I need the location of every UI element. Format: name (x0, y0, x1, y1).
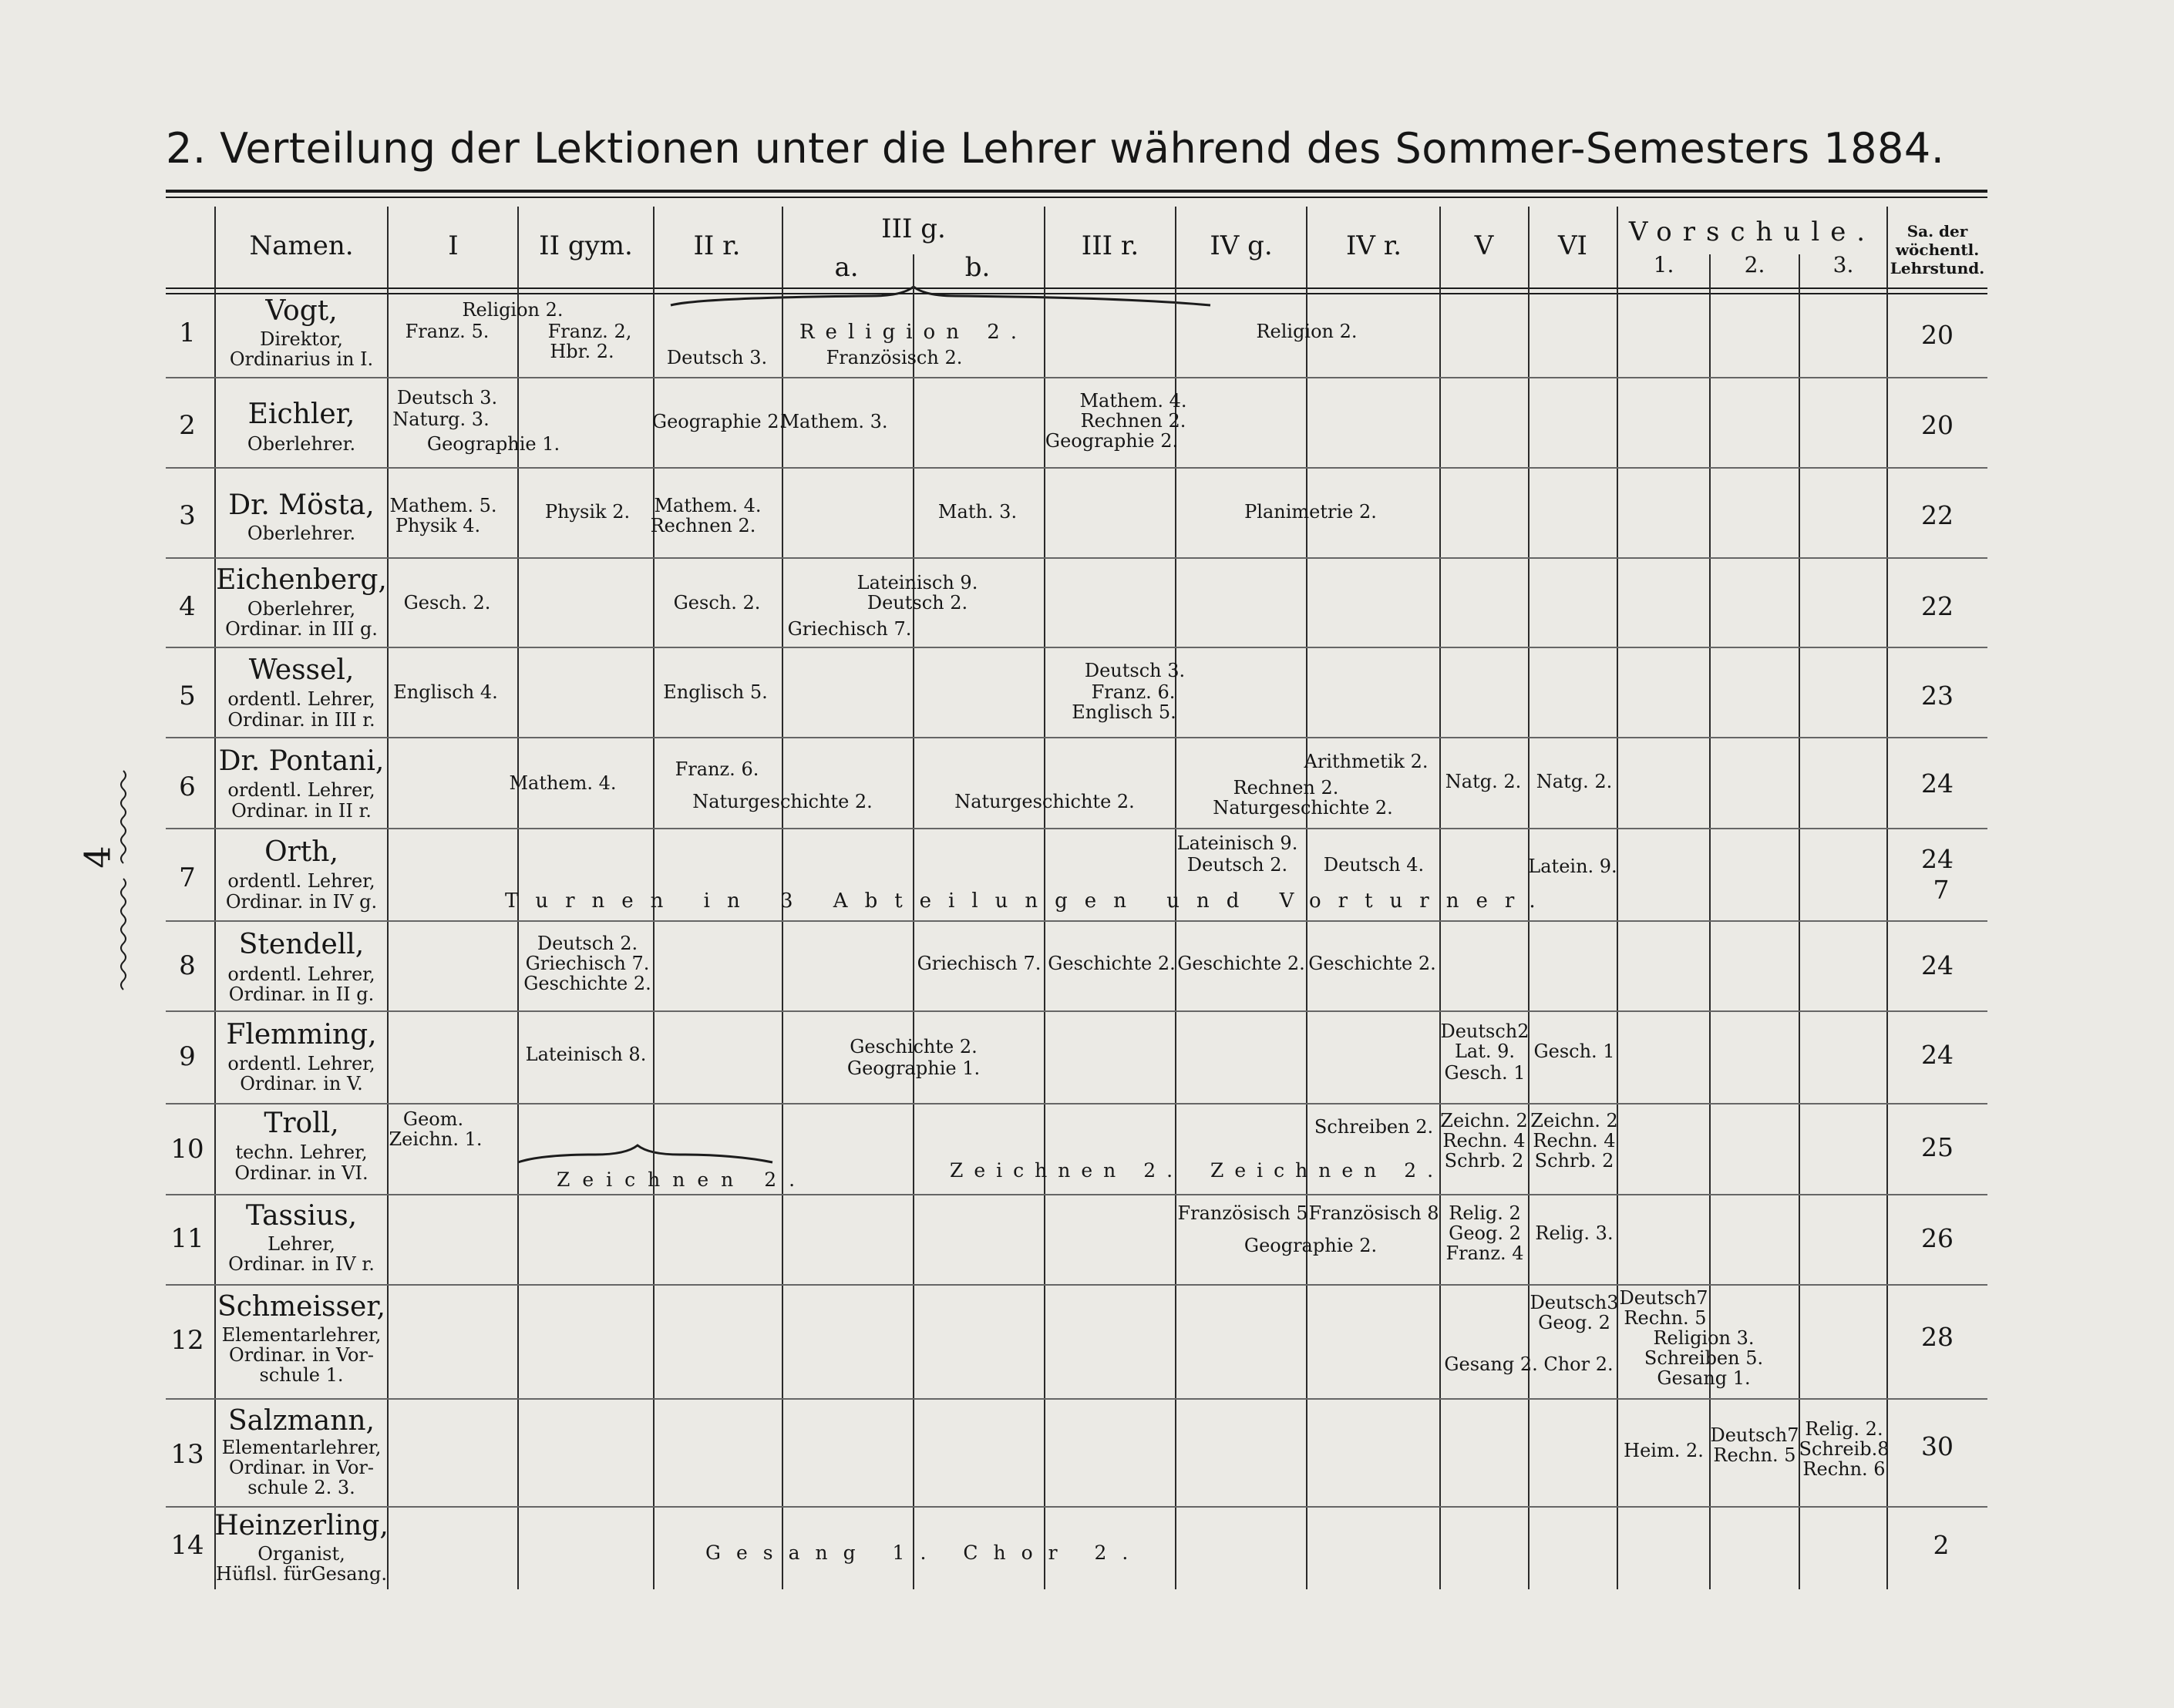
teacher-name: Salzmann, (227, 1405, 375, 1437)
lesson-cell: Lateinisch 8. (525, 1044, 647, 1065)
teacher-title: Direktor, (260, 328, 343, 350)
lesson-cell: Lateinisch 9. (856, 572, 978, 593)
lesson-cell: Französisch 8 (1308, 1202, 1439, 1224)
lesson-cell: Physik 2. (544, 501, 631, 523)
lesson-cell: Geschichte 2. (850, 1036, 978, 1057)
row-total-extra: 7 (1933, 875, 1950, 905)
lesson-cell: Deutsch2 (1440, 1020, 1530, 1042)
lesson-span: Geographie 2. (1243, 1235, 1378, 1256)
teacher-name: Dr. Mösta, (228, 489, 375, 521)
lesson-span: Naturgeschichte 2. (692, 791, 873, 812)
teacher-title: Elementarlehrer, (221, 1437, 382, 1458)
lesson-cell: Geographie 2. (1045, 430, 1179, 452)
lesson-span: Zeichnen 2. (1210, 1159, 1445, 1182)
page-title: 2. Verteilung der Lektionen unter die Lehrer während des Sommer-Semesters 1884. (166, 124, 1945, 173)
lesson-span: Zeichnen 2. (950, 1159, 1184, 1182)
row-number: 8 (179, 950, 196, 981)
teacher-name: Eichler, (247, 398, 355, 430)
lesson-cell: Deutsch 2. (867, 592, 968, 614)
lesson-cell: Franz. 4 (1445, 1242, 1524, 1264)
teacher-role: Ordinar. in V. (240, 1073, 363, 1094)
row-total: 24 (1921, 1040, 1954, 1070)
col-header-sum-3: Lehrstund. (1890, 259, 1985, 277)
lesson-cell: Französisch 2. (826, 347, 963, 368)
teacher-role: Ordinar. in III r. (227, 709, 375, 731)
lesson-cell: Deutsch7 (1619, 1287, 1708, 1309)
lesson-cell: Franz. 2, (547, 321, 632, 342)
lesson-cell: Gesch. 1 (1444, 1062, 1526, 1084)
teacher-role: Ordinar. in Vor- (229, 1457, 374, 1478)
lesson-cell: Griechisch 7. (525, 953, 650, 974)
col-header-V: V (1474, 230, 1494, 261)
col-header-I: I (448, 230, 459, 261)
lesson-span: Planimetrie 2. (1244, 501, 1377, 523)
teacher-title: Elementarlehrer, (221, 1324, 382, 1346)
teacher-name: Troll, (264, 1108, 339, 1139)
lesson-cell: Rechnen 2. (650, 515, 756, 536)
lesson-cell: Lateinisch 9. (1176, 832, 1298, 854)
lesson-cell: Rechn. 6 (1802, 1458, 1886, 1480)
lesson-cell: Relig. 2 (1449, 1202, 1521, 1224)
page-number: 4 (76, 846, 119, 869)
teacher-title: techn. Lehrer, (235, 1141, 368, 1163)
row-total: 30 (1921, 1431, 1954, 1461)
row-number: 2 (179, 410, 196, 441)
teacher-title: Organist, (257, 1543, 345, 1565)
row-number: 3 (179, 500, 196, 531)
teacher-title: ordentl. Lehrer, (227, 779, 375, 801)
lesson-cell: Zeichn. 2 (1440, 1110, 1528, 1131)
lesson-cell: Naturg. 3. (392, 409, 490, 430)
col-header-sum-2: wöchentl. (1895, 240, 1980, 259)
teacher-role: Ordinar. in II r. (231, 800, 372, 822)
lesson-span: Religion 2. (799, 321, 1028, 344)
lesson-cell: Deutsch 3. (1084, 660, 1186, 681)
row-number: 1 (179, 318, 196, 348)
col-header-vorschule-1: 1. (1653, 252, 1674, 277)
row-number: 13 (170, 1439, 204, 1470)
col-header-III-r: III r. (1081, 230, 1139, 261)
teacher-name: Orth, (264, 836, 338, 868)
col-header-III-g-a: a. (834, 252, 859, 283)
teacher-title: Lehrer, (268, 1233, 335, 1255)
lesson-cell: Geschichte 2. (523, 973, 651, 994)
col-header-vorschule: Vorschule. (1628, 217, 1876, 247)
teacher-title: ordentl. Lehrer, (227, 870, 375, 892)
lesson-cell: Deutsch 3. (396, 387, 498, 409)
teacher-name: Schmeisser, (217, 1291, 385, 1323)
teacher-role: Ordinar. in VI. (234, 1162, 369, 1184)
row-number: 9 (179, 1041, 196, 1072)
lesson-cell: Franz. 6. (675, 758, 759, 780)
teacher-role: Ordinarius in I. (229, 348, 374, 370)
teacher-title: ordentl. Lehrer, (227, 963, 375, 985)
teacher-title: ordentl. Lehrer, (227, 688, 375, 710)
lesson-cell: Gesch. 2. (673, 592, 761, 614)
row-total: 25 (1921, 1132, 1954, 1162)
lesson-cell: Relig. 3. (1535, 1222, 1614, 1244)
row-number: 12 (170, 1325, 204, 1356)
lesson-cell: Englisch 5. (1072, 701, 1176, 723)
lesson-cell: Franz. 6. (1091, 681, 1176, 703)
teacher-role-2: schule 2. 3. (247, 1477, 355, 1498)
lesson-cell: Religion 3. (1653, 1327, 1755, 1349)
row-total: 20 (1921, 320, 1954, 350)
lesson-cell: Schreib.8 (1799, 1438, 1890, 1460)
col-header-II-gym: II gym. (539, 230, 633, 261)
teacher-role: Hüflsl. fürGesang. (216, 1563, 387, 1585)
row-total: 22 (1921, 500, 1954, 530)
row-total: 24 (1921, 768, 1954, 799)
lesson-cell: Lat. 9. (1454, 1041, 1516, 1062)
teacher-title: Oberlehrer. (247, 433, 356, 455)
col-header-II-r: II r. (693, 230, 741, 261)
lesson-cell: Deutsch 2. (537, 933, 638, 954)
lesson-cell: Rechn. 4 (1442, 1130, 1526, 1152)
col-header-IV-g: IV g. (1210, 230, 1273, 261)
col-header-IV-r: IV r. (1345, 230, 1402, 261)
teacher-name: Eichenberg, (216, 564, 387, 596)
row-total: 20 (1921, 410, 1954, 440)
row-total: 28 (1921, 1322, 1954, 1352)
lesson-cell: Arithmetik 2. (1304, 751, 1429, 772)
row-total: 26 (1921, 1223, 1954, 1253)
col-header-III-g-b: b. (964, 252, 991, 283)
lesson-cell: Geographie 2. (651, 411, 786, 432)
teacher-name: Stendell, (238, 929, 365, 960)
col-header-vorschule-3: 3. (1832, 252, 1854, 277)
lesson-span: Gesang 1. Chor 2. (705, 1542, 1144, 1564)
teacher-role: Ordinar. in II g. (228, 983, 375, 1005)
row-number: 6 (179, 772, 196, 802)
lesson-cell: Religion 2. (462, 299, 564, 321)
row-total: 24 (1921, 844, 1954, 874)
teacher-role: Ordinar. in IV r. (228, 1253, 375, 1275)
lesson-cell: Griechisch 7. (917, 953, 1042, 974)
lesson-cell: Franz. 5. (405, 321, 490, 342)
col-header-III-g: III g. (881, 214, 946, 244)
lesson-cell: Mathem. 4. (654, 495, 762, 516)
lesson-cell: Deutsch7 (1710, 1424, 1799, 1446)
lesson-cell: Griechisch 7. (787, 618, 912, 640)
lesson-cell: Geschichte 2. (1048, 953, 1176, 974)
lesson-cell: Mathem. 5. (389, 495, 497, 516)
col-header-vorschule-2: 2. (1744, 252, 1765, 277)
lesson-cell: Latein. 9. (1528, 856, 1617, 877)
lesson-span: Gesang 2. Chor 2. (1444, 1353, 1614, 1375)
lesson-cell: Mathem. 3. (780, 411, 888, 432)
col-header-VI: VI (1558, 230, 1587, 261)
lesson-cell: Schrb. 2 (1534, 1150, 1614, 1172)
lesson-cell: Geog. 2 (1538, 1312, 1610, 1333)
lesson-cell: Rechnen 2. (1080, 410, 1186, 432)
row-total: 23 (1921, 681, 1954, 711)
lesson-span: Naturgeschichte 2. (954, 791, 1135, 812)
lesson-cell: Deutsch 3. (666, 347, 768, 368)
lesson-cell: Gesch. 2. (403, 592, 491, 614)
lesson-cell: Deutsch 2. (1186, 854, 1288, 876)
lesson-cell: Rechnen 2. (1233, 777, 1339, 799)
teacher-role-2: schule 1. (259, 1364, 344, 1386)
lesson-cell: Natg. 2. (1536, 771, 1613, 792)
lesson-cell: Natg. 2. (1445, 771, 1522, 792)
lesson-cell: Geog. 2 (1449, 1222, 1521, 1244)
lesson-cell: Relig. 2. (1805, 1418, 1883, 1440)
lesson-cell: Mathem. 4. (509, 772, 617, 794)
row-number: 5 (179, 681, 196, 711)
row-number: 14 (170, 1530, 204, 1561)
teacher-title: Oberlehrer, (247, 598, 356, 620)
lesson-cell: Zeichn. 2 (1530, 1110, 1618, 1131)
lesson-cell: Schrb. 2 (1444, 1150, 1524, 1172)
lesson-span: Zeichnen 2. (557, 1168, 808, 1191)
row-number: 10 (170, 1134, 204, 1165)
lesson-cell: Gesang 1. (1657, 1367, 1751, 1389)
lesson-cell: Rechn. 5 (1713, 1444, 1796, 1466)
lesson-cell: Heim. 2. (1624, 1440, 1704, 1461)
teacher-name: Tassius, (245, 1200, 358, 1232)
lesson-cell: Zeichn. 1. (389, 1128, 483, 1150)
row-total: 2 (1933, 1530, 1950, 1560)
lesson-cell: Hbr. 2. (550, 341, 614, 362)
teacher-role: Ordinar. in Vor- (229, 1344, 374, 1366)
teacher-name: Vogt, (265, 295, 338, 327)
row-total: 24 (1921, 950, 1954, 980)
lesson-cell: Geographie 1. (846, 1057, 981, 1079)
lesson-cell: Rechn. 5 (1624, 1307, 1707, 1329)
lesson-cell: Math. 3. (937, 501, 1018, 523)
row-number: 7 (179, 862, 196, 893)
teacher-name: Wessel, (248, 654, 355, 686)
lesson-cell: Schreiben 5. (1644, 1347, 1764, 1369)
lesson-cell: Rechn. 4 (1533, 1130, 1616, 1152)
lesson-cell: Deutsch 4. (1323, 854, 1425, 876)
lesson-cell: Geom. (402, 1108, 464, 1130)
teacher-title: ordentl. Lehrer, (227, 1053, 375, 1074)
teacher-title: Oberlehrer. (247, 523, 356, 544)
teacher-role: Ordinar. in III g. (225, 618, 378, 640)
row-number: 11 (170, 1223, 204, 1254)
lesson-cell: Französisch 5 (1177, 1202, 1308, 1224)
teacher-role: Ordinar. in IV g. (225, 891, 378, 913)
lesson-cell: Englisch 5. (663, 681, 768, 703)
lesson-cell: Mathem. 4. (1079, 390, 1187, 412)
lesson-cell: Geschichte 2. (1177, 953, 1305, 974)
col-header-namen: Namen. (249, 230, 354, 261)
row-total: 22 (1921, 591, 1954, 621)
lesson-cell: Geschichte 2. (1308, 953, 1436, 974)
lesson-span: Naturgeschichte 2. (1213, 797, 1393, 819)
row-number: 4 (179, 591, 196, 622)
lesson-cell: Physik 4. (395, 515, 481, 536)
lesson-span: Religion 2. (1256, 321, 1358, 342)
lesson-cell: Englisch 4. (393, 681, 498, 703)
lesson-span: Geographie 1. (426, 433, 560, 455)
teacher-name: Dr. Pontani, (218, 745, 385, 777)
lesson-cell: Deutsch3 (1530, 1292, 1619, 1313)
lesson-cell: Gesch. 1 (1533, 1041, 1615, 1062)
lesson-cell: Schreiben 2. (1314, 1116, 1434, 1138)
col-header-sum-1: Sa. der (1906, 222, 1968, 240)
teacher-name: Heinzerling, (214, 1510, 389, 1542)
lesson-span-turnen: Turnen in 3 Abteilungen und Vorturner. (505, 889, 1553, 913)
teacher-name: Flemming, (226, 1019, 377, 1051)
